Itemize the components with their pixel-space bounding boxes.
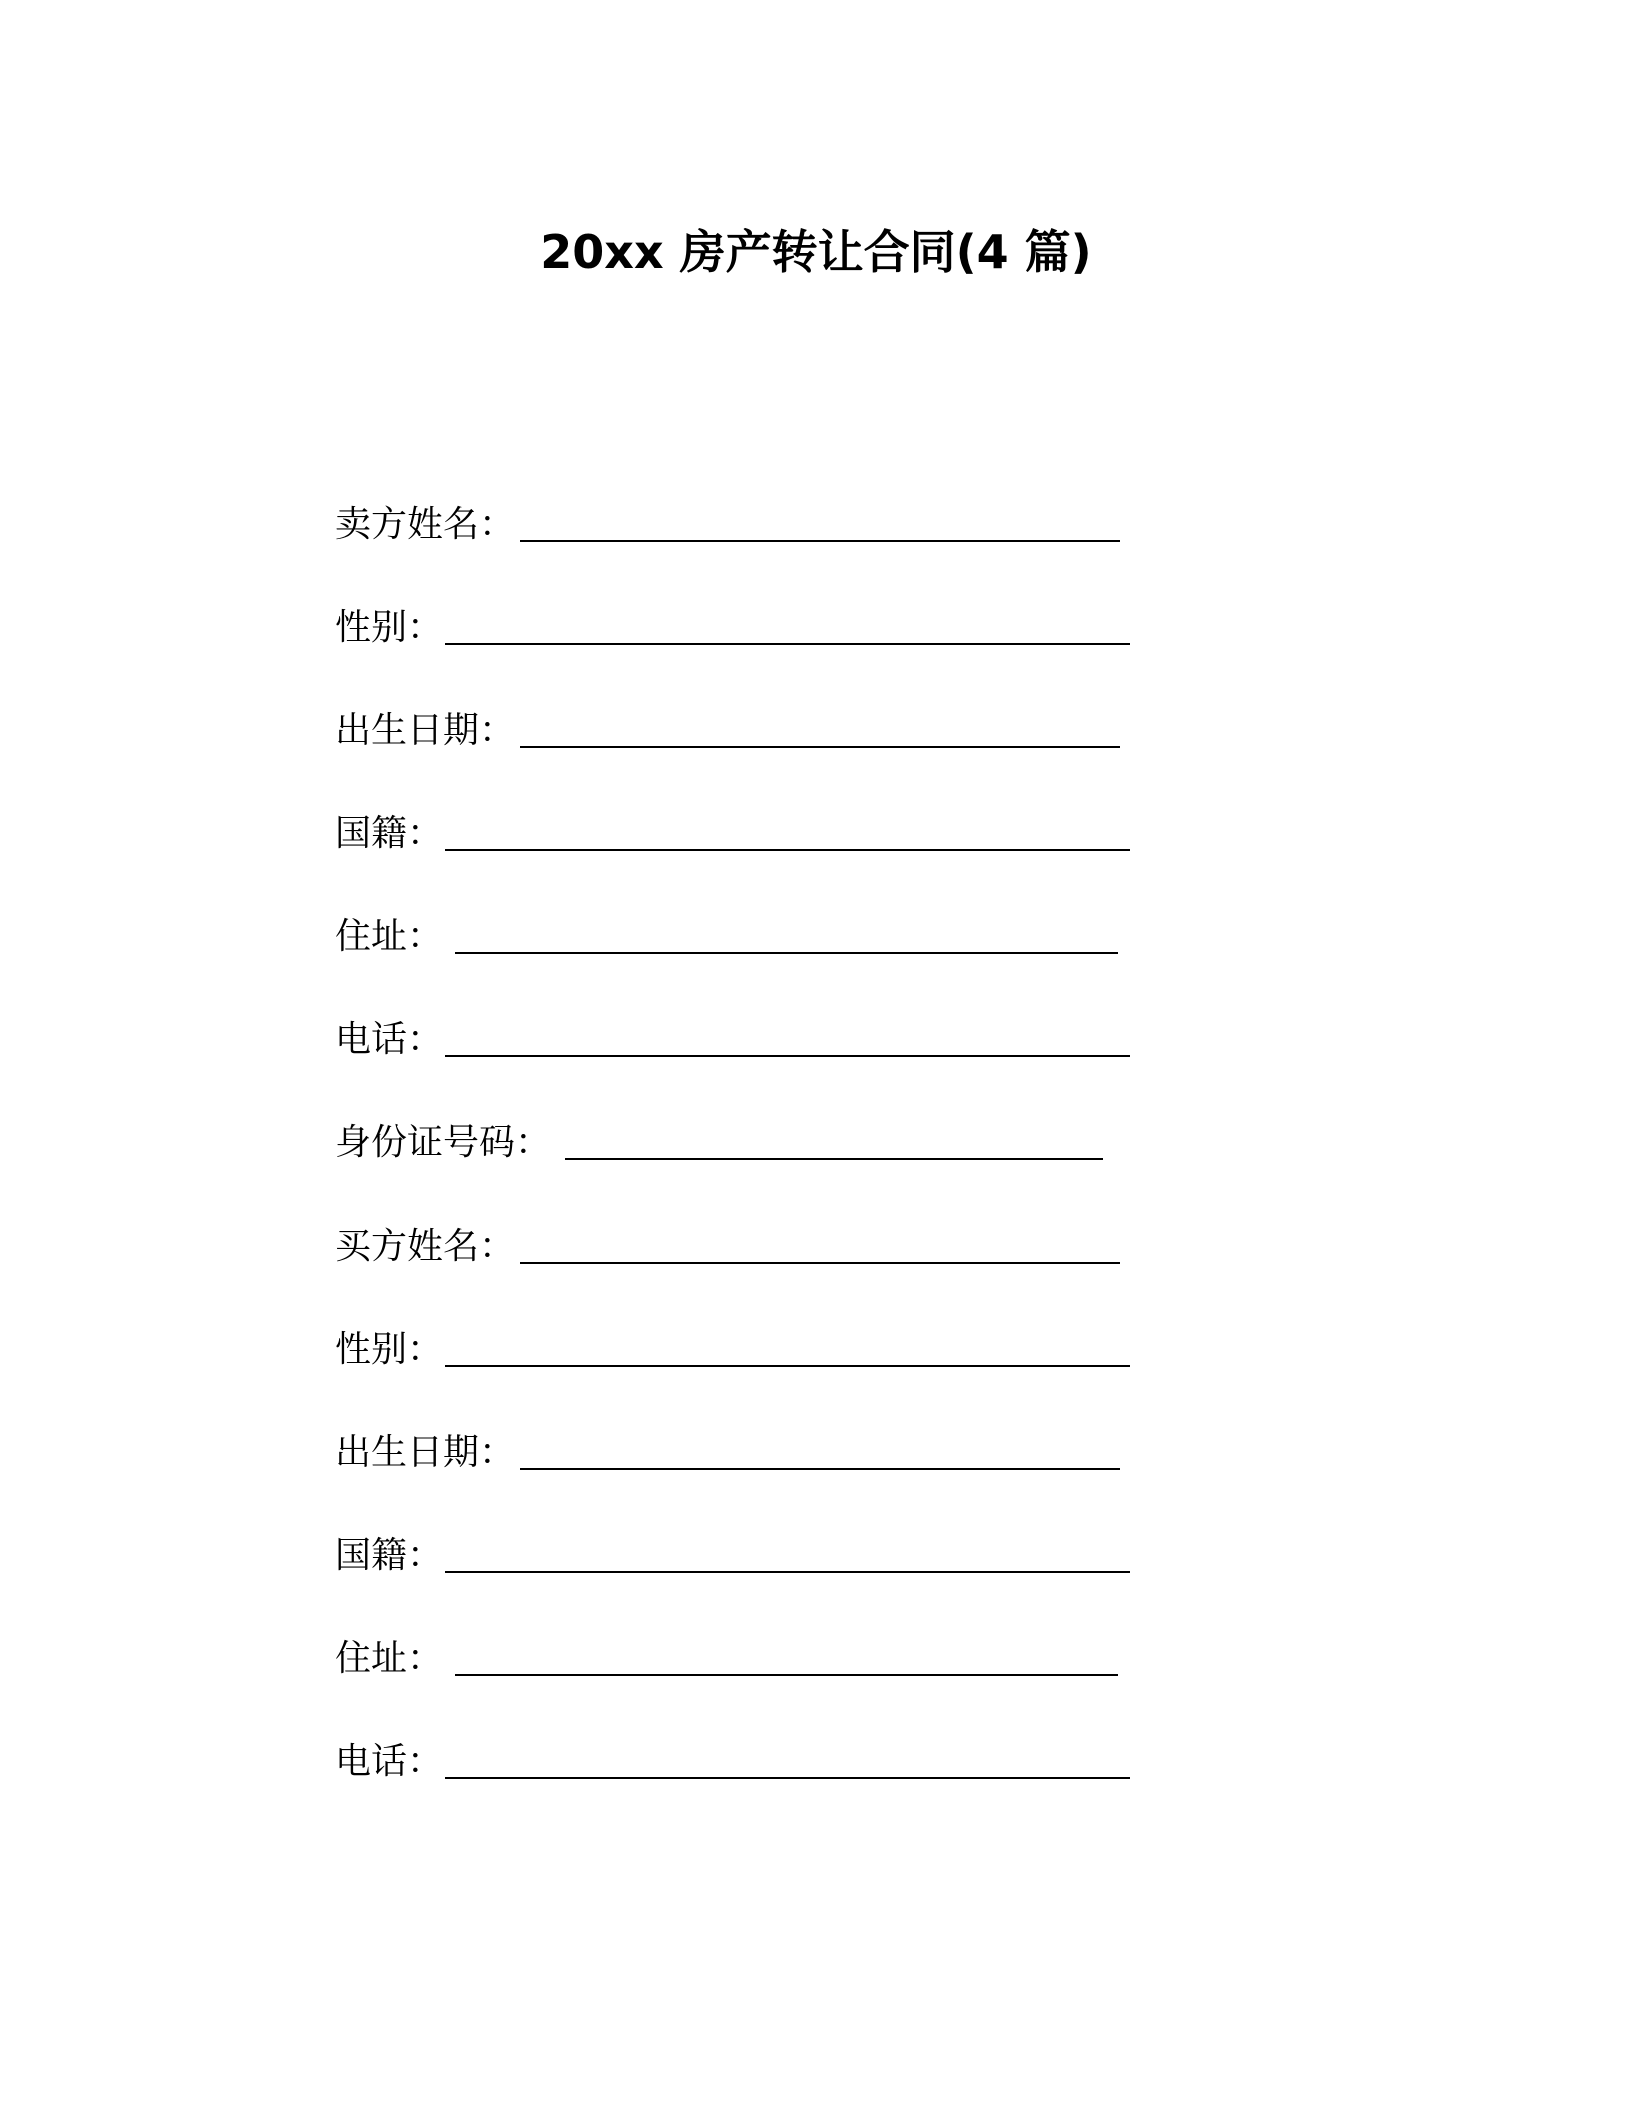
- buyer-gender-blank[interactable]: [445, 1365, 1130, 1367]
- seller-birthdate-label: 出生日期：: [335, 710, 516, 751]
- buyer-nationality-label: 国籍：: [335, 1535, 444, 1576]
- seller-name-label: 卖方姓名：: [335, 504, 516, 545]
- buyer-address-blank[interactable]: [455, 1674, 1118, 1676]
- buyer-address-label: 住址：: [335, 1638, 444, 1679]
- seller-gender-label: 性别：: [335, 607, 444, 648]
- seller-id-number-blank[interactable]: [565, 1158, 1103, 1160]
- seller-phone-label: 电话：: [335, 1019, 444, 1060]
- buyer-phone-label: 电话：: [335, 1741, 444, 1782]
- seller-gender-blank[interactable]: [445, 643, 1130, 645]
- buyer-nationality-blank[interactable]: [445, 1571, 1130, 1573]
- seller-nationality-label: 国籍：: [335, 813, 444, 854]
- seller-address-blank[interactable]: [455, 952, 1118, 954]
- buyer-phone-blank[interactable]: [445, 1777, 1130, 1779]
- buyer-name-blank[interactable]: [520, 1262, 1120, 1264]
- seller-birthdate-blank[interactable]: [520, 746, 1120, 748]
- buyer-birthdate-label: 出生日期：: [335, 1432, 516, 1473]
- seller-phone-blank[interactable]: [445, 1055, 1130, 1057]
- seller-name-blank[interactable]: [520, 540, 1120, 542]
- seller-nationality-blank[interactable]: [445, 849, 1130, 851]
- document-title: 20xx 房产转让合同(4 篇): [540, 225, 1092, 279]
- buyer-birthdate-blank[interactable]: [520, 1468, 1120, 1470]
- seller-address-label: 住址：: [335, 916, 444, 957]
- seller-id-number-label: 身份证号码：: [335, 1122, 552, 1163]
- buyer-gender-label: 性别：: [335, 1329, 444, 1370]
- buyer-name-label: 买方姓名：: [335, 1226, 516, 1267]
